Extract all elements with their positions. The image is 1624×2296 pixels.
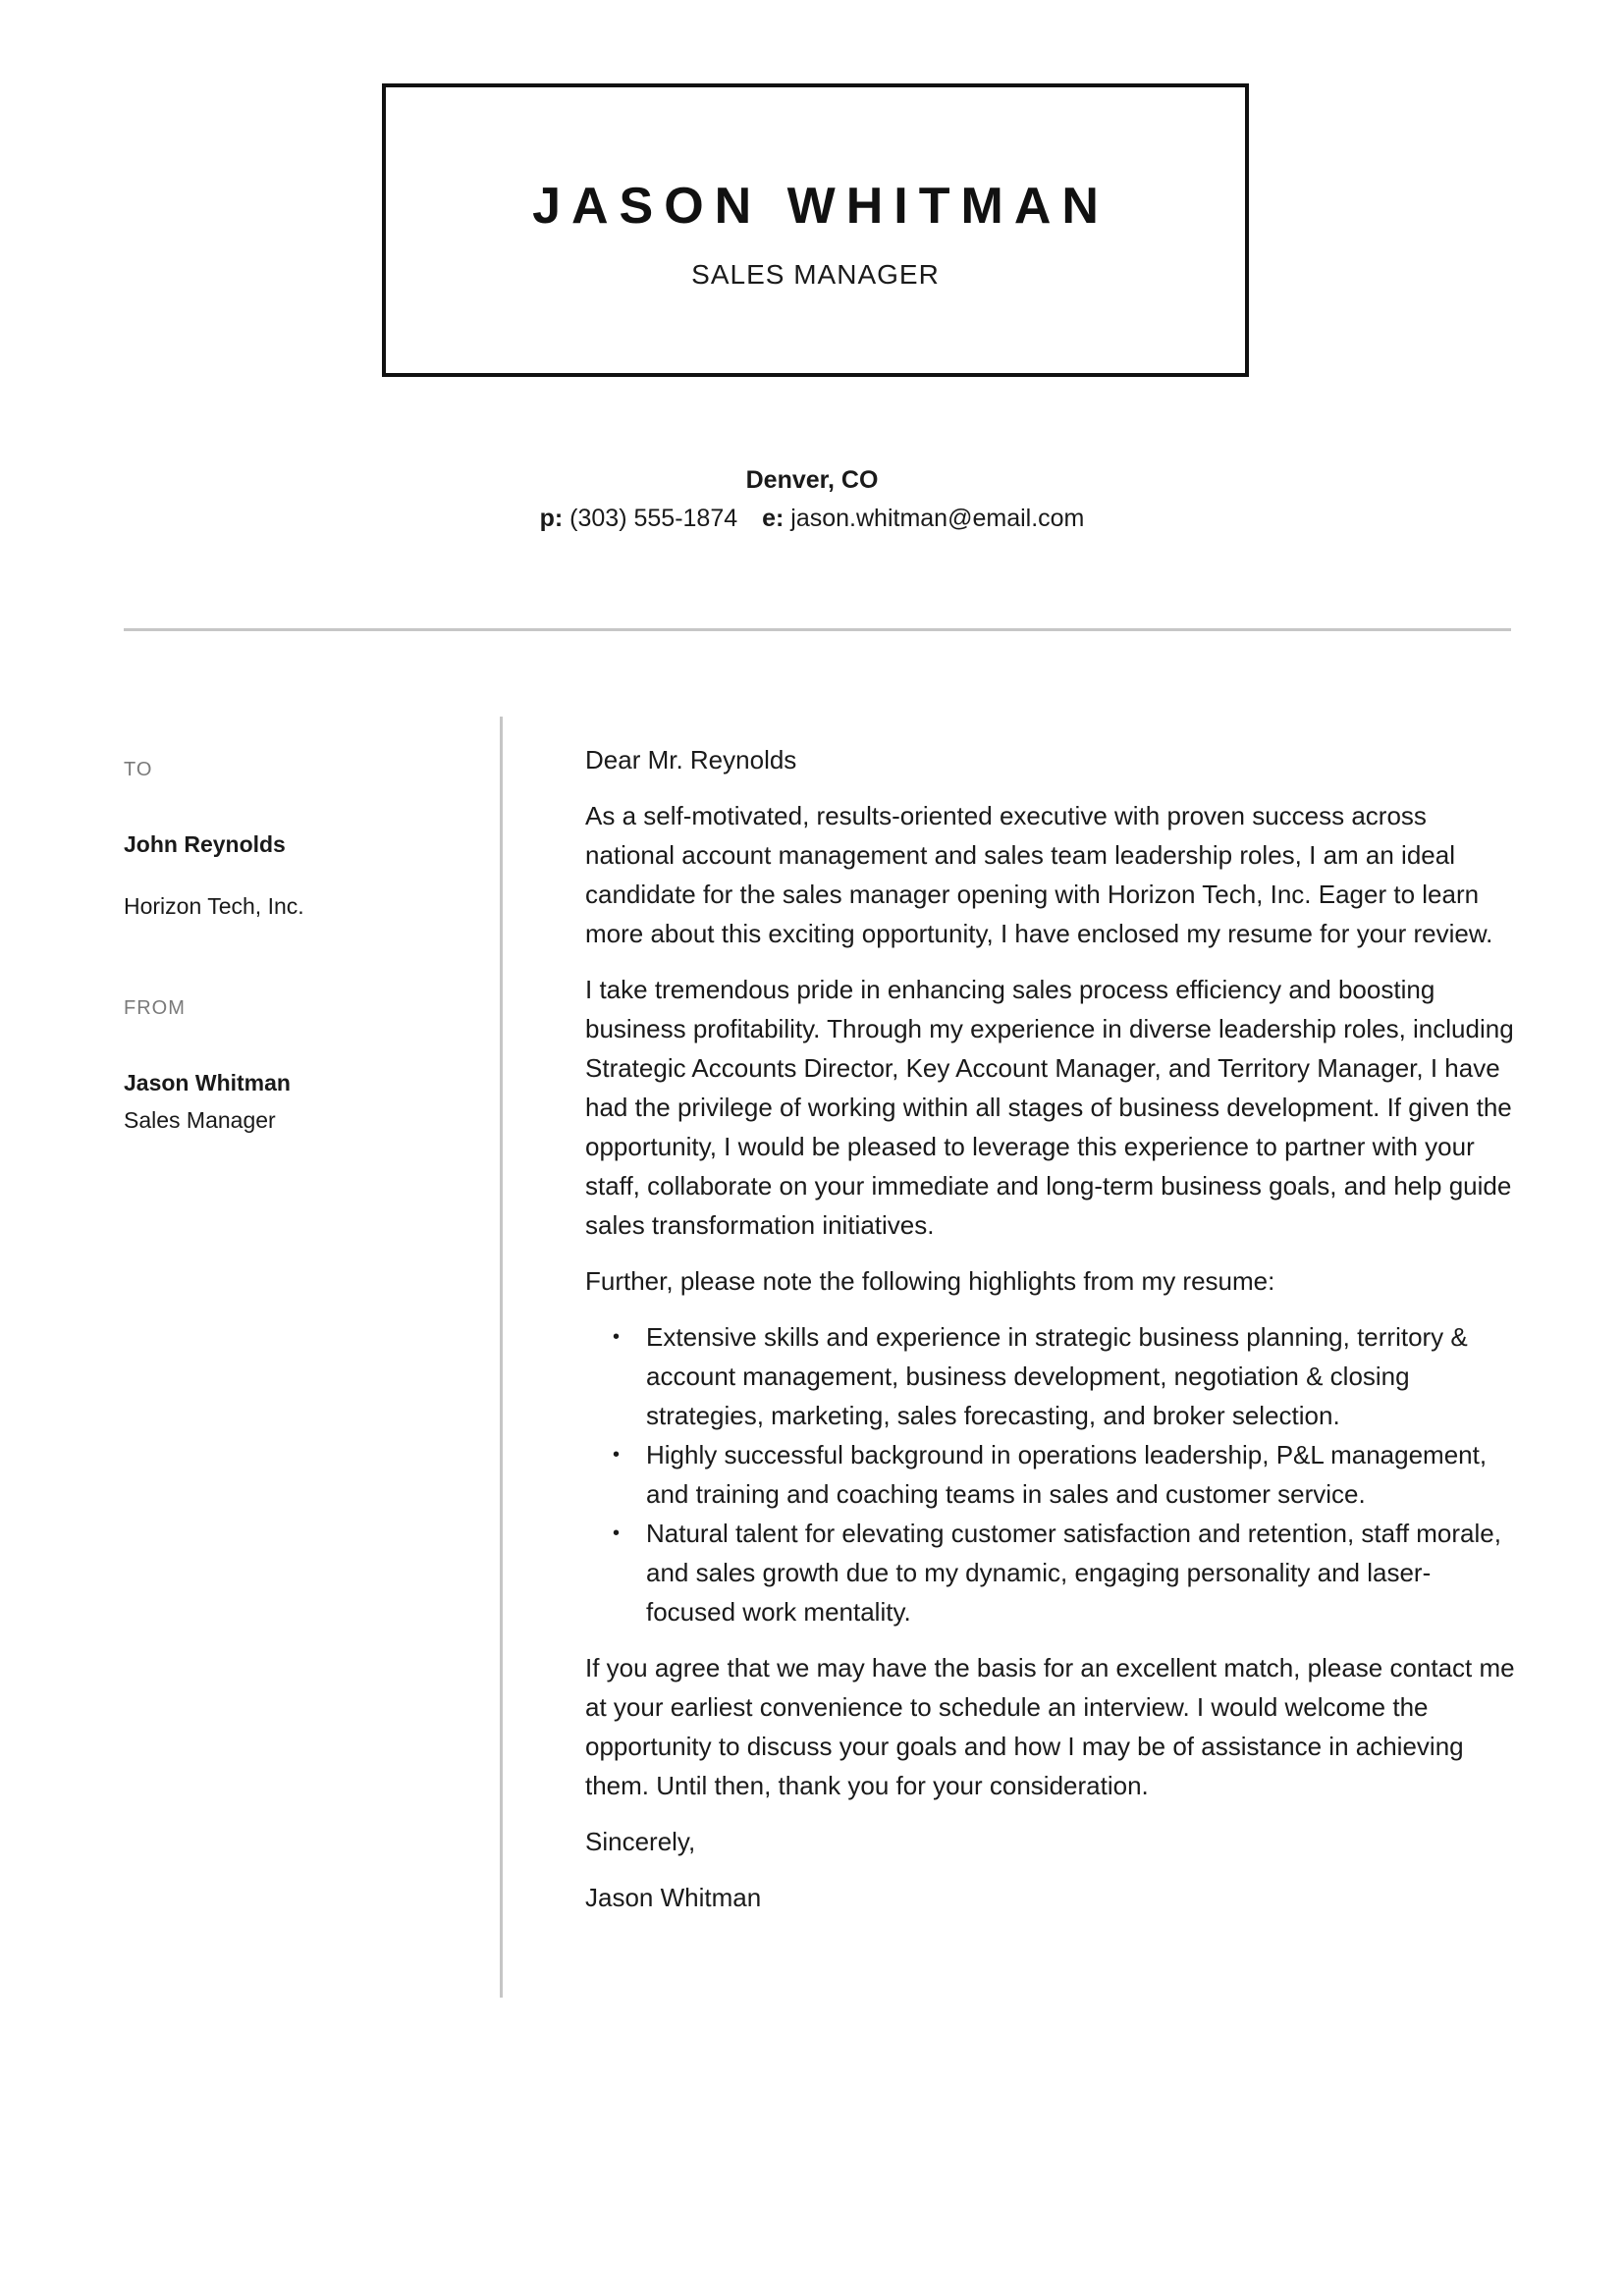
- bullet-icon: •: [613, 1444, 621, 1466]
- sender-name: Jason Whitman: [124, 1070, 291, 1095]
- applicant-title: SALES MANAGER: [691, 259, 940, 290]
- applicant-name: JASON WHITMAN: [532, 178, 1110, 235]
- highlight-text: Extensive skills and experience in strategic business planning, territory & account management, business development, negotiation & closing strategies, marketing, sales forecasting, and broker selection.: [646, 1322, 1468, 1430]
- highlight-text: Highly successful background in operations leadership, P&L management, and training and coaching teams in sales and customer service.: [646, 1440, 1488, 1509]
- vertical-divider: [500, 717, 503, 1998]
- email-address: jason.whitman@email.com: [790, 505, 1085, 532]
- recipient-name: John Reynolds: [124, 831, 286, 857]
- from-label: FROM: [124, 997, 186, 1019]
- letter-paragraph-3: Further, please note the following highlights from my resume:: [585, 1266, 1275, 1296]
- bullet-icon: •: [613, 1522, 621, 1544]
- list-item: [613, 1435, 1518, 1514]
- horizontal-divider: [124, 628, 1511, 631]
- letter-closing: Sincerely,: [585, 1827, 696, 1856]
- phone-number: (303) 555-1874: [569, 505, 738, 532]
- bullet-icon: •: [613, 1326, 621, 1348]
- sender-title: Sales Manager: [124, 1107, 276, 1133]
- to-label: TO: [124, 759, 153, 780]
- recipient-company: Horizon Tech, Inc.: [124, 893, 304, 919]
- letter-paragraph-1: As a self-motivated, results-oriented executive with proven success across national account management and sales team leadership roles, I am an ideal candidate for the sales manager opening with Horizon Tech, Inc. Eager to learn more about this exciting opportunity, I have enclosed my resume for your review.: [585, 801, 1493, 948]
- list-item: [613, 1317, 1518, 1435]
- letter-signature: Jason Whitman: [585, 1883, 762, 1912]
- header-name-box: [382, 83, 1249, 377]
- highlights-list: [585, 1317, 1518, 1631]
- phone-label: p:: [539, 505, 564, 532]
- highlight-text: Natural talent for elevating customer satisfaction and retention, staff morale, and sales growth due to my dynamic, engaging personality and laser-focused work mentality.: [646, 1519, 1501, 1627]
- letter-salutation: Dear Mr. Reynolds: [585, 745, 797, 774]
- contact-city: Denver, CO: [745, 466, 879, 494]
- letter-paragraph-4: If you agree that we may have the basis for an excellent match, please contact me at your earliest convenience to schedule an interview. I would welcome the opportunity to discuss your goals and how I may be of assistance in achieving them. Until then, thank you for your consideration.: [585, 1653, 1515, 1800]
- letter-paragraph-2: I take tremendous pride in enhancing sales process efficiency and boosting business profitability. Through my experience in diverse leadership roles, including Strategic Accounts Director, Key Account Manager, and Territory Manager, I have had the privilege of working within all stages of business development. If given the opportunity, I would be pleased to leverage this experience to partner with your staff, collaborate on your immediate and long-term business goals, and help guide sales transformation initiatives.: [585, 975, 1514, 1240]
- list-item: [613, 1514, 1518, 1631]
- contact-line: [0, 505, 1624, 533]
- email-label: e:: [762, 505, 785, 532]
- letter-body: [585, 740, 1518, 1934]
